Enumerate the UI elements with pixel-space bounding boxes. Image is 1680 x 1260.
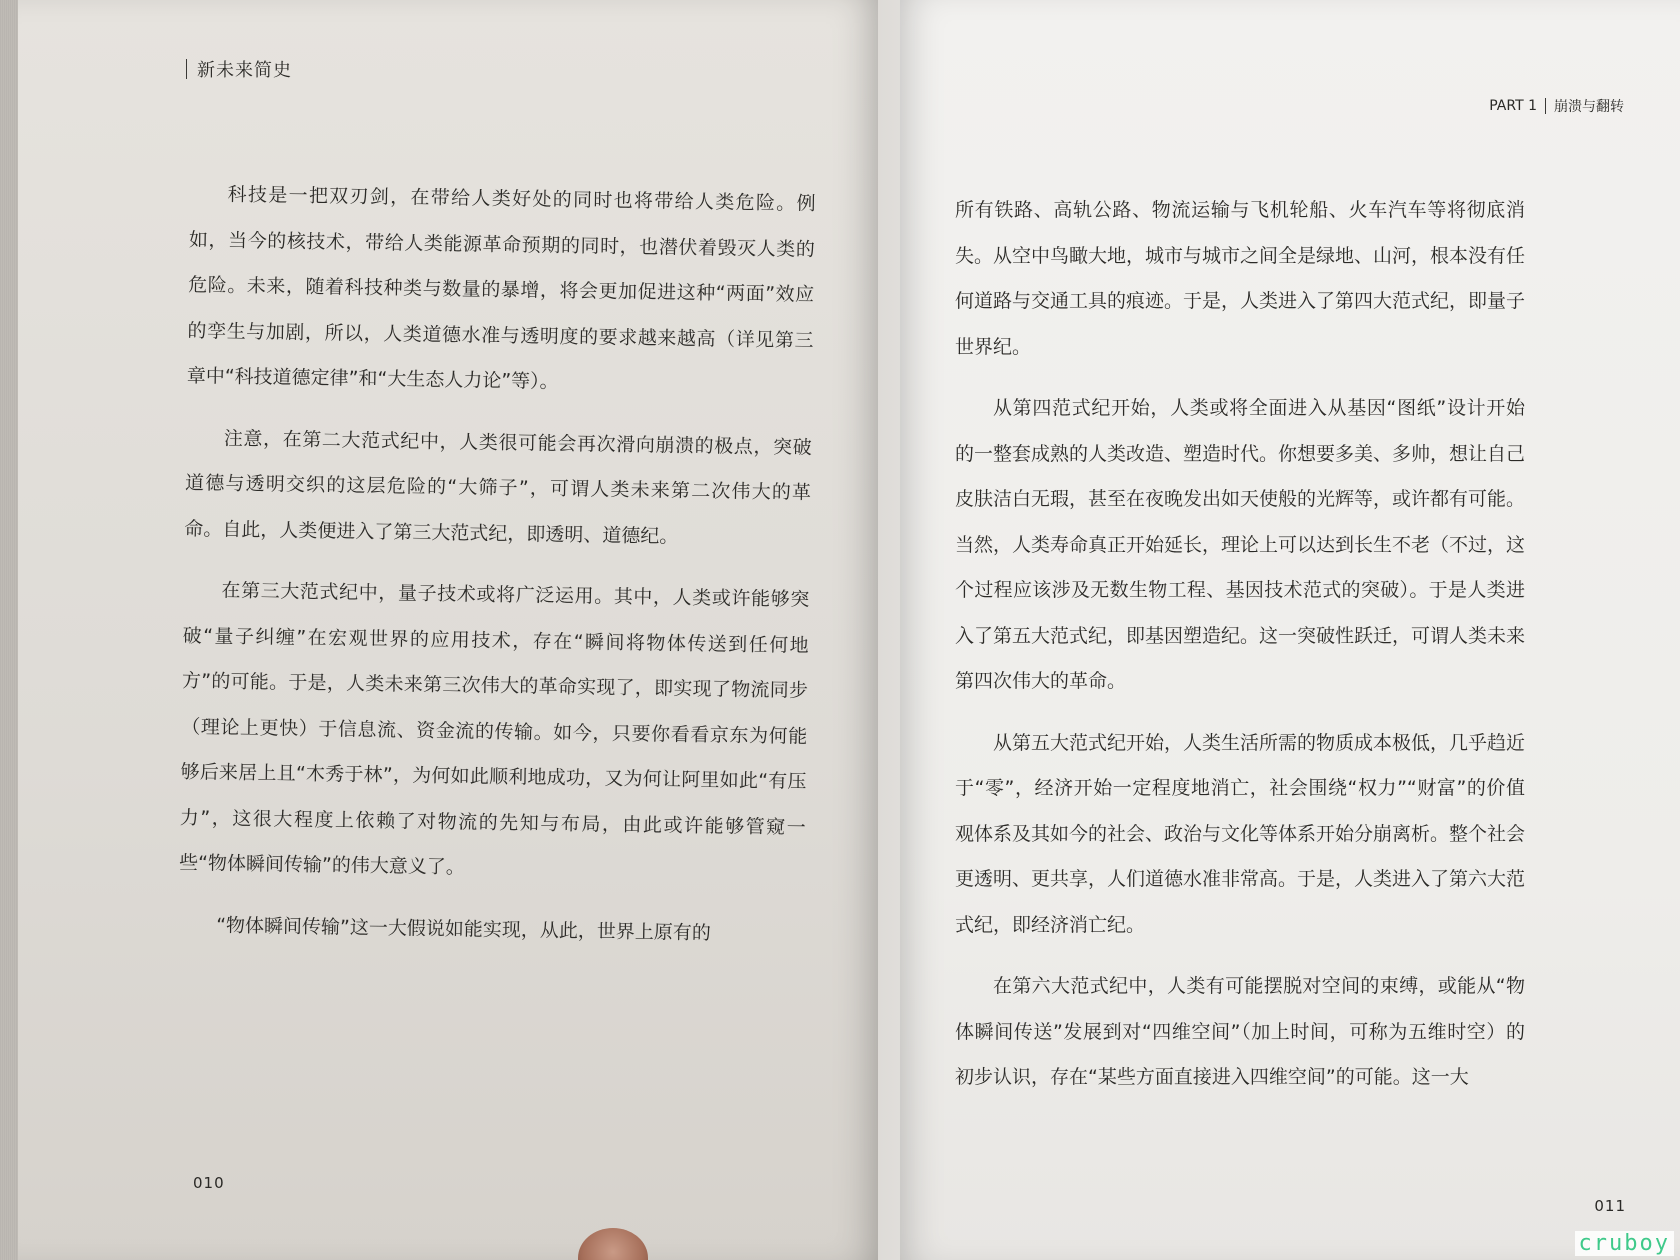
paragraph-continuation: 所有铁路、高轨公路、物流运输与飞机轮船、火车汽车等将彻底消失。从空中鸟瞰大地，城市与城市之间全是绿地、山河，根本没有任何道路与交通工具的痕迹。于是，人类进入了第四大范式纪，即量子世界纪。 xyxy=(955,199,1526,358)
page-edges xyxy=(0,0,18,1260)
running-head-divider xyxy=(1545,98,1546,114)
paragraph: 从第五大范式纪开始，人类生活所需的物质成本极低，几乎趋近于“零”，经济开始一定程度地消亡，社会围绕“权力”“财富”的价值观体系及其如今的社会、政治与文化等体系开始分崩离析。整个社会更透明、更共享，人们道德水准非常高。于是，人类进入了第六大范式纪，即经济消亡纪。 xyxy=(955,731,1526,936)
paragraph: “物体瞬间传输”这一大假说如能实现，从此，世界上原有的 xyxy=(216,914,711,944)
running-head-left xyxy=(186,56,292,82)
page-number-left: 010 xyxy=(193,1174,225,1192)
right-page xyxy=(900,0,1680,1260)
chapter-title: 崩溃与翻转 xyxy=(1554,99,1624,115)
paragraph: 在第六大范式纪中，人类有可能摆脱对空间的束缚，或能从“物体瞬间传送”发展到对“四维空间”（加上时间，可称为五维时空）的初步认识，存在“某些方面直接进入四维空间”的可能。这一大 xyxy=(955,975,1525,1088)
running-head-right xyxy=(1489,96,1624,116)
paragraph: 科技是一把双刃剑，在带给人类好处的同时也将带给人类危险。例如，当今的核技术，带给人类能源革命预期的同时，也潜伏着毁灭人类的危险。未来，随着科技种类与数量的暴增，将会更加促进这种“两面”效应的孪生与加剧，所以，人类道德水准与透明度的要求越来越高（详见第三章中“科技道德定律”和“大生态人力论”等）。 xyxy=(186,183,816,393)
paragraph: 在第三大范式纪中，量子技术或将广泛运用。其中，人类或许能够突破“量子纠缠”在宏观世界的应用技术，存在“瞬间将物体传送到任何地方”的可能。于是，人类未来第三次伟大的革命实现了，即实现了物流同步（理论上更快）于信息流、资金流的传输。如今，只要你看看京东为何能够后来居上且“木秀于林”，为何如此顺利地成功，又为何让阿里如此“有压力”，这很大程度上依赖了对物流的先知与布局，由此或许能够管窥一些“物体瞬间传输”的伟大意义了。 xyxy=(178,579,810,879)
running-head-divider xyxy=(186,59,187,79)
finger-shape xyxy=(578,1228,648,1260)
book-title: 新未来简史 xyxy=(197,60,292,81)
left-page-body xyxy=(178,172,816,974)
page-number-right: 011 xyxy=(1594,1197,1626,1215)
watermark: cruboy xyxy=(1575,1231,1674,1256)
paragraph: 从第四范式纪开始，人类或将全面进入从基因“图纸”设计开始的一整套成熟的人类改造、塑造时代。你想要多美、多帅，想让自己皮肤洁白无瑕，甚至在夜晚发出如天使般的光辉等，或许都有可能。当然，人类寿命真正开始延长，理论上可以达到长生不老（不过，这个过程应该涉及无数生物工程、基因技术范式的突破）。于是人类进入了第五大范式纪，即基因塑造纪。这一突破性跃迁，可谓人类未来第四次伟大的革命。 xyxy=(955,397,1526,692)
right-page-body xyxy=(955,188,1525,1117)
left-page xyxy=(18,0,878,1260)
part-label: PART 1 xyxy=(1489,98,1537,114)
paragraph: 注意，在第二大范式纪中，人类很可能会再次滑向崩溃的极点，突破道德与透明交织的这层危险的“大筛子”，可谓人类未来第二次伟大的革命。自此，人类便进入了第三大范式纪，即透明、道德纪。 xyxy=(184,427,812,548)
